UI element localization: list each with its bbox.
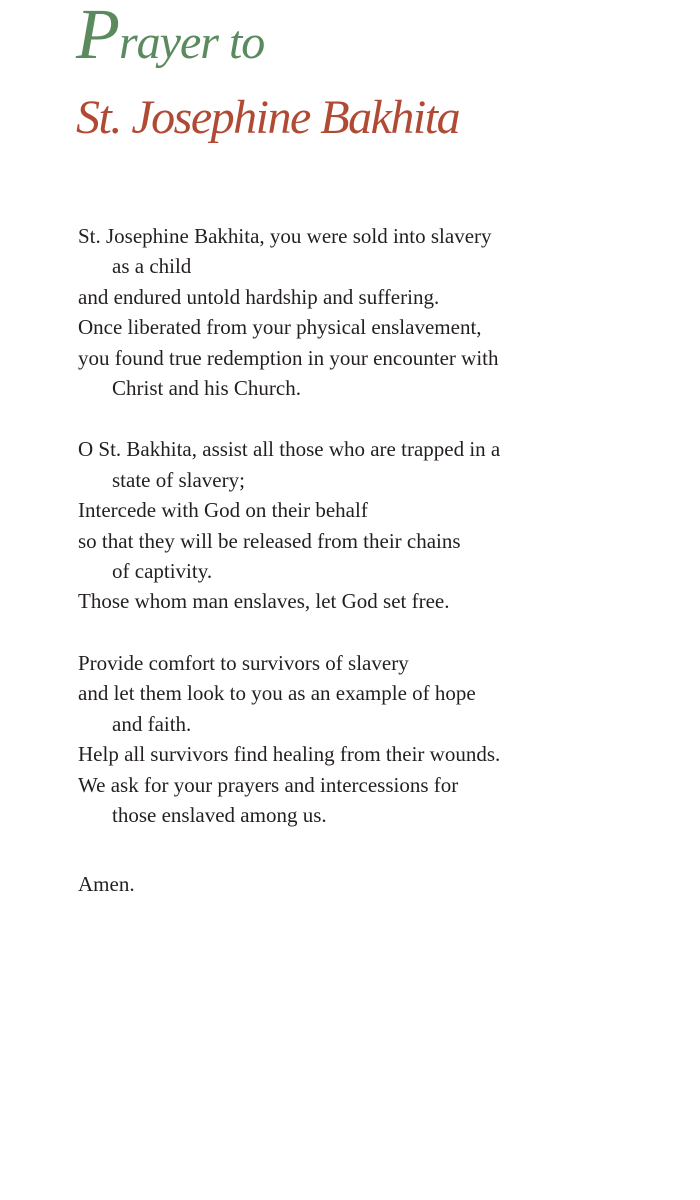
- prayer-line: you found true redemption in your encounter with: [78, 345, 499, 370]
- prayer-line-continued: as a child: [112, 254, 192, 279]
- prayer-line: and let them look to you as an example of hope: [78, 681, 476, 706]
- prayer-line-continued: those enslaved among us.: [112, 802, 327, 827]
- prayer-line: Those whom man enslaves, let God set free.: [78, 589, 450, 614]
- prayer-line: St. Josephine Bakhita, you were sold into slavery: [78, 224, 492, 248]
- prayer-line: and endured untold hardship and suffering.: [78, 284, 440, 309]
- prayer-line: Provide comfort to survivors of slavery: [78, 650, 409, 675]
- prayer-line: Help all survivors find healing from their wounds.: [78, 742, 501, 767]
- prayer-body: [78, 221, 678, 861]
- prayer-line: Intercede with God on their behalf: [78, 498, 368, 523]
- title-line1-rest: rayer to: [118, 16, 265, 69]
- prayer-line: We ask for your prayers and intercessions for: [78, 772, 459, 797]
- title-initial: P: [76, 0, 119, 74]
- title-line-saint-name: St. Josephine Bakhita: [76, 91, 460, 144]
- prayer-line-continued: state of slavery;: [112, 467, 245, 492]
- closing-amen: Amen.: [78, 872, 135, 896]
- stanza-3: [78, 648, 678, 830]
- prayer-line: so that they will be released from their chains: [78, 528, 461, 553]
- stanza-1: [78, 221, 678, 403]
- prayer-line: O St. Bakhita, assist all those who are trapped in a: [78, 437, 501, 462]
- prayer-line-continued: and faith.: [112, 711, 192, 736]
- prayer-line-continued: Christ and his Church.: [112, 376, 301, 401]
- title-line-prayer-to: [76, 2, 264, 75]
- stanza-2: [78, 434, 678, 616]
- prayer-line-continued: of captivity.: [112, 559, 213, 584]
- prayer-line: Once liberated from your physical enslavement,: [78, 315, 482, 340]
